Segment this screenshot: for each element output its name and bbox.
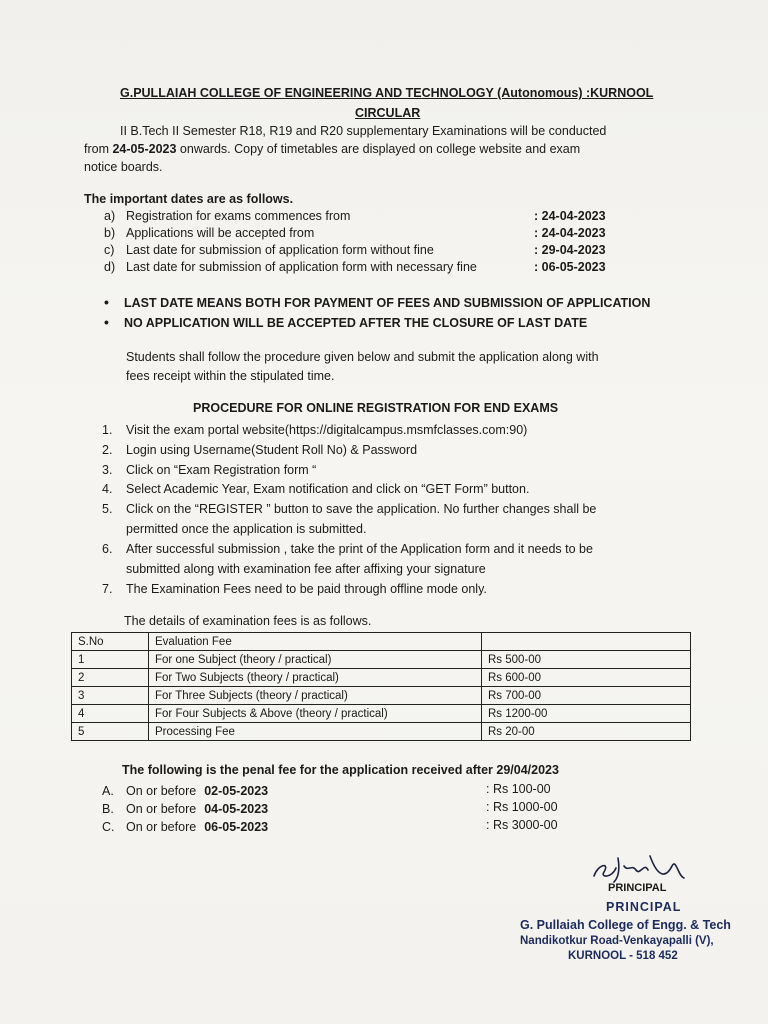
- table-row: [72, 651, 691, 669]
- step-number: 2.: [102, 443, 113, 457]
- notice-bullet-1: [104, 294, 650, 310]
- procedure-step-3: [102, 463, 316, 477]
- procedure-step-4: [102, 482, 529, 496]
- notice-text: NO APPLICATION WILL BE ACCEPTED AFTER THE CLOSURE OF LAST DATE: [124, 316, 588, 330]
- cell-amount: Rs 500-00: [482, 651, 691, 669]
- cell-sno: 4: [72, 705, 149, 723]
- intro-from: from: [84, 142, 113, 156]
- procedure-intro-line-1: Students shall follow the procedure given below and submit the application along with: [126, 350, 599, 364]
- table-row: [72, 669, 691, 687]
- penal-item-text: On or before: [126, 784, 197, 798]
- exam-start-date: 24-05-2023: [112, 142, 177, 156]
- penal-item-label: A.: [102, 784, 114, 798]
- date-item-label: c): [104, 243, 115, 257]
- cell-description: For Three Subjects (theory / practical): [149, 687, 482, 705]
- procedure-step-6-cont: submitted along with examination fee after affixing your signature: [126, 562, 486, 576]
- step-number: 7.: [102, 582, 113, 596]
- penal-item-text: On or before: [126, 820, 197, 834]
- college-title: G.PULLAIAH COLLEGE OF ENGINEERING AND TECHNOLOGY (Autonomous) :KURNOOL: [120, 86, 654, 100]
- intro-paragraph: [84, 122, 684, 176]
- cell-description: Processing Fee: [149, 723, 482, 741]
- col-header-sno: S.No: [72, 633, 149, 651]
- col-header-evaluation-fee: Evaluation Fee: [149, 633, 482, 651]
- date-item-label: d): [104, 260, 116, 274]
- step-text: Select Academic Year, Exam notification and click on “GET Form” button.: [126, 482, 530, 496]
- procedure-intro-line-2: fees receipt within the stipulated time.: [126, 369, 335, 383]
- procedure-step-2: [102, 443, 417, 457]
- date-item-b-value: : 24-04-2023: [534, 226, 606, 240]
- procedure-intro: [126, 348, 686, 386]
- step-number: 3.: [102, 463, 113, 477]
- col-header-amount: [482, 633, 691, 651]
- step-number: 4.: [102, 482, 113, 496]
- date-item-a-value: : 24-04-2023: [534, 209, 606, 223]
- circular-heading: CIRCULAR: [355, 106, 421, 120]
- stamp-line-1: G. Pullaiah College of Engg. & Tech: [520, 918, 731, 932]
- step-text: Login using Username(Student Roll No) & Password: [126, 443, 418, 457]
- cell-sno: 1: [72, 651, 149, 669]
- step-number: 6.: [102, 542, 113, 556]
- date-item-d-value: : 06-05-2023: [534, 260, 606, 274]
- fee-table: [71, 632, 691, 741]
- step-text: Click on “Exam Registration form “: [126, 463, 317, 477]
- date-item-d: [104, 260, 477, 274]
- date-item-c-value: : 29-04-2023: [534, 243, 606, 257]
- date-item-text: Last date for submission of application form with necessary fine: [126, 260, 477, 274]
- signature-label: PRINCIPAL: [608, 882, 667, 894]
- penal-item-label: B.: [102, 802, 114, 816]
- procedure-heading: PROCEDURE FOR ONLINE REGISTRATION FOR END EXAMS: [193, 401, 559, 415]
- penal-item-date: 02-05-2023: [204, 784, 269, 798]
- date-item-b: [104, 226, 314, 240]
- bullet-icon: •: [104, 314, 109, 330]
- date-item-text: Registration for exams commences from: [126, 209, 351, 223]
- penal-item-a: [102, 784, 268, 798]
- cell-sno: 2: [72, 669, 149, 687]
- notice-text: LAST DATE MEANS BOTH FOR PAYMENT OF FEES AND SUBMISSION OF APPLICATION: [124, 296, 651, 310]
- important-dates-heading: The important dates are as follows.: [84, 192, 294, 206]
- procedure-step-5-cont: permitted once the application is submitted.: [126, 522, 367, 536]
- stamp-line-3: KURNOOL - 518 452: [568, 950, 678, 962]
- table-row: [72, 687, 691, 705]
- date-item-c: [104, 243, 434, 257]
- cell-description: For Four Subjects & Above (theory / practical): [149, 705, 482, 723]
- cell-sno: 5: [72, 723, 149, 741]
- date-item-label: a): [104, 209, 116, 223]
- cell-amount: Rs 600-00: [482, 669, 691, 687]
- cell-amount: Rs 1200-00: [482, 705, 691, 723]
- penal-item-a-amount: : Rs 100-00: [486, 782, 551, 796]
- procedure-step-5: [102, 502, 596, 516]
- cell-description: For one Subject (theory / practical): [149, 651, 482, 669]
- intro-line-3: notice boards.: [84, 160, 163, 174]
- date-item-text: Applications will be accepted from: [126, 226, 315, 240]
- bullet-icon: •: [104, 294, 109, 310]
- step-text: After successful submission , take the print of the Application form and it needs to be: [126, 542, 593, 556]
- fee-table-header: [72, 633, 691, 651]
- date-item-label: b): [104, 226, 116, 240]
- cell-amount: Rs 20-00: [482, 723, 691, 741]
- penal-item-text: On or before: [126, 802, 197, 816]
- procedure-step-1: [102, 423, 527, 437]
- penal-item-b: [102, 802, 268, 816]
- date-item-text: Last date for submission of application form without fine: [126, 243, 434, 257]
- cell-amount: Rs 700-00: [482, 687, 691, 705]
- fee-details-intro: The details of examination fees is as follows.: [124, 614, 372, 628]
- penal-item-date: 06-05-2023: [204, 820, 269, 834]
- cell-sno: 3: [72, 687, 149, 705]
- step-text: Visit the exam portal website(https://digitalcampus.msmfclasses.com:90): [126, 423, 528, 437]
- penal-fee-heading: The following is the penal fee for the application received after 29/04/2023: [122, 763, 559, 777]
- step-number: 5.: [102, 502, 113, 516]
- step-text: The Examination Fees need to be paid through offline mode only.: [126, 582, 487, 596]
- penal-item-c-amount: : Rs 3000-00: [486, 818, 558, 832]
- penal-item-c: [102, 820, 268, 834]
- table-row: [72, 723, 691, 741]
- notice-bullet-2: [104, 314, 587, 330]
- intro-rest: onwards. Copy of timetables are displayed on college website and exam: [176, 142, 581, 156]
- step-number: 1.: [102, 423, 113, 437]
- procedure-step-7: [102, 582, 487, 596]
- procedure-step-6: [102, 542, 593, 556]
- table-row: [72, 705, 691, 723]
- penal-item-date: 04-05-2023: [204, 802, 269, 816]
- intro-line-2: [84, 140, 684, 158]
- intro-line-1: II B.Tech II Semester R18, R19 and R20 supplementary Examinations will be conducted: [120, 124, 607, 138]
- stamp-line-2: Nandikotkur Road-Venkayapalli (V),: [520, 935, 714, 947]
- penal-item-label: C.: [102, 820, 115, 834]
- stamp-title: PRINCIPAL: [606, 900, 682, 914]
- penal-item-b-amount: : Rs 1000-00: [486, 800, 558, 814]
- date-item-a: [104, 209, 350, 223]
- step-text: Click on the “REGISTER ” button to save the application. No further changes shall be: [126, 502, 597, 516]
- cell-description: For Two Subjects (theory / practical): [149, 669, 482, 687]
